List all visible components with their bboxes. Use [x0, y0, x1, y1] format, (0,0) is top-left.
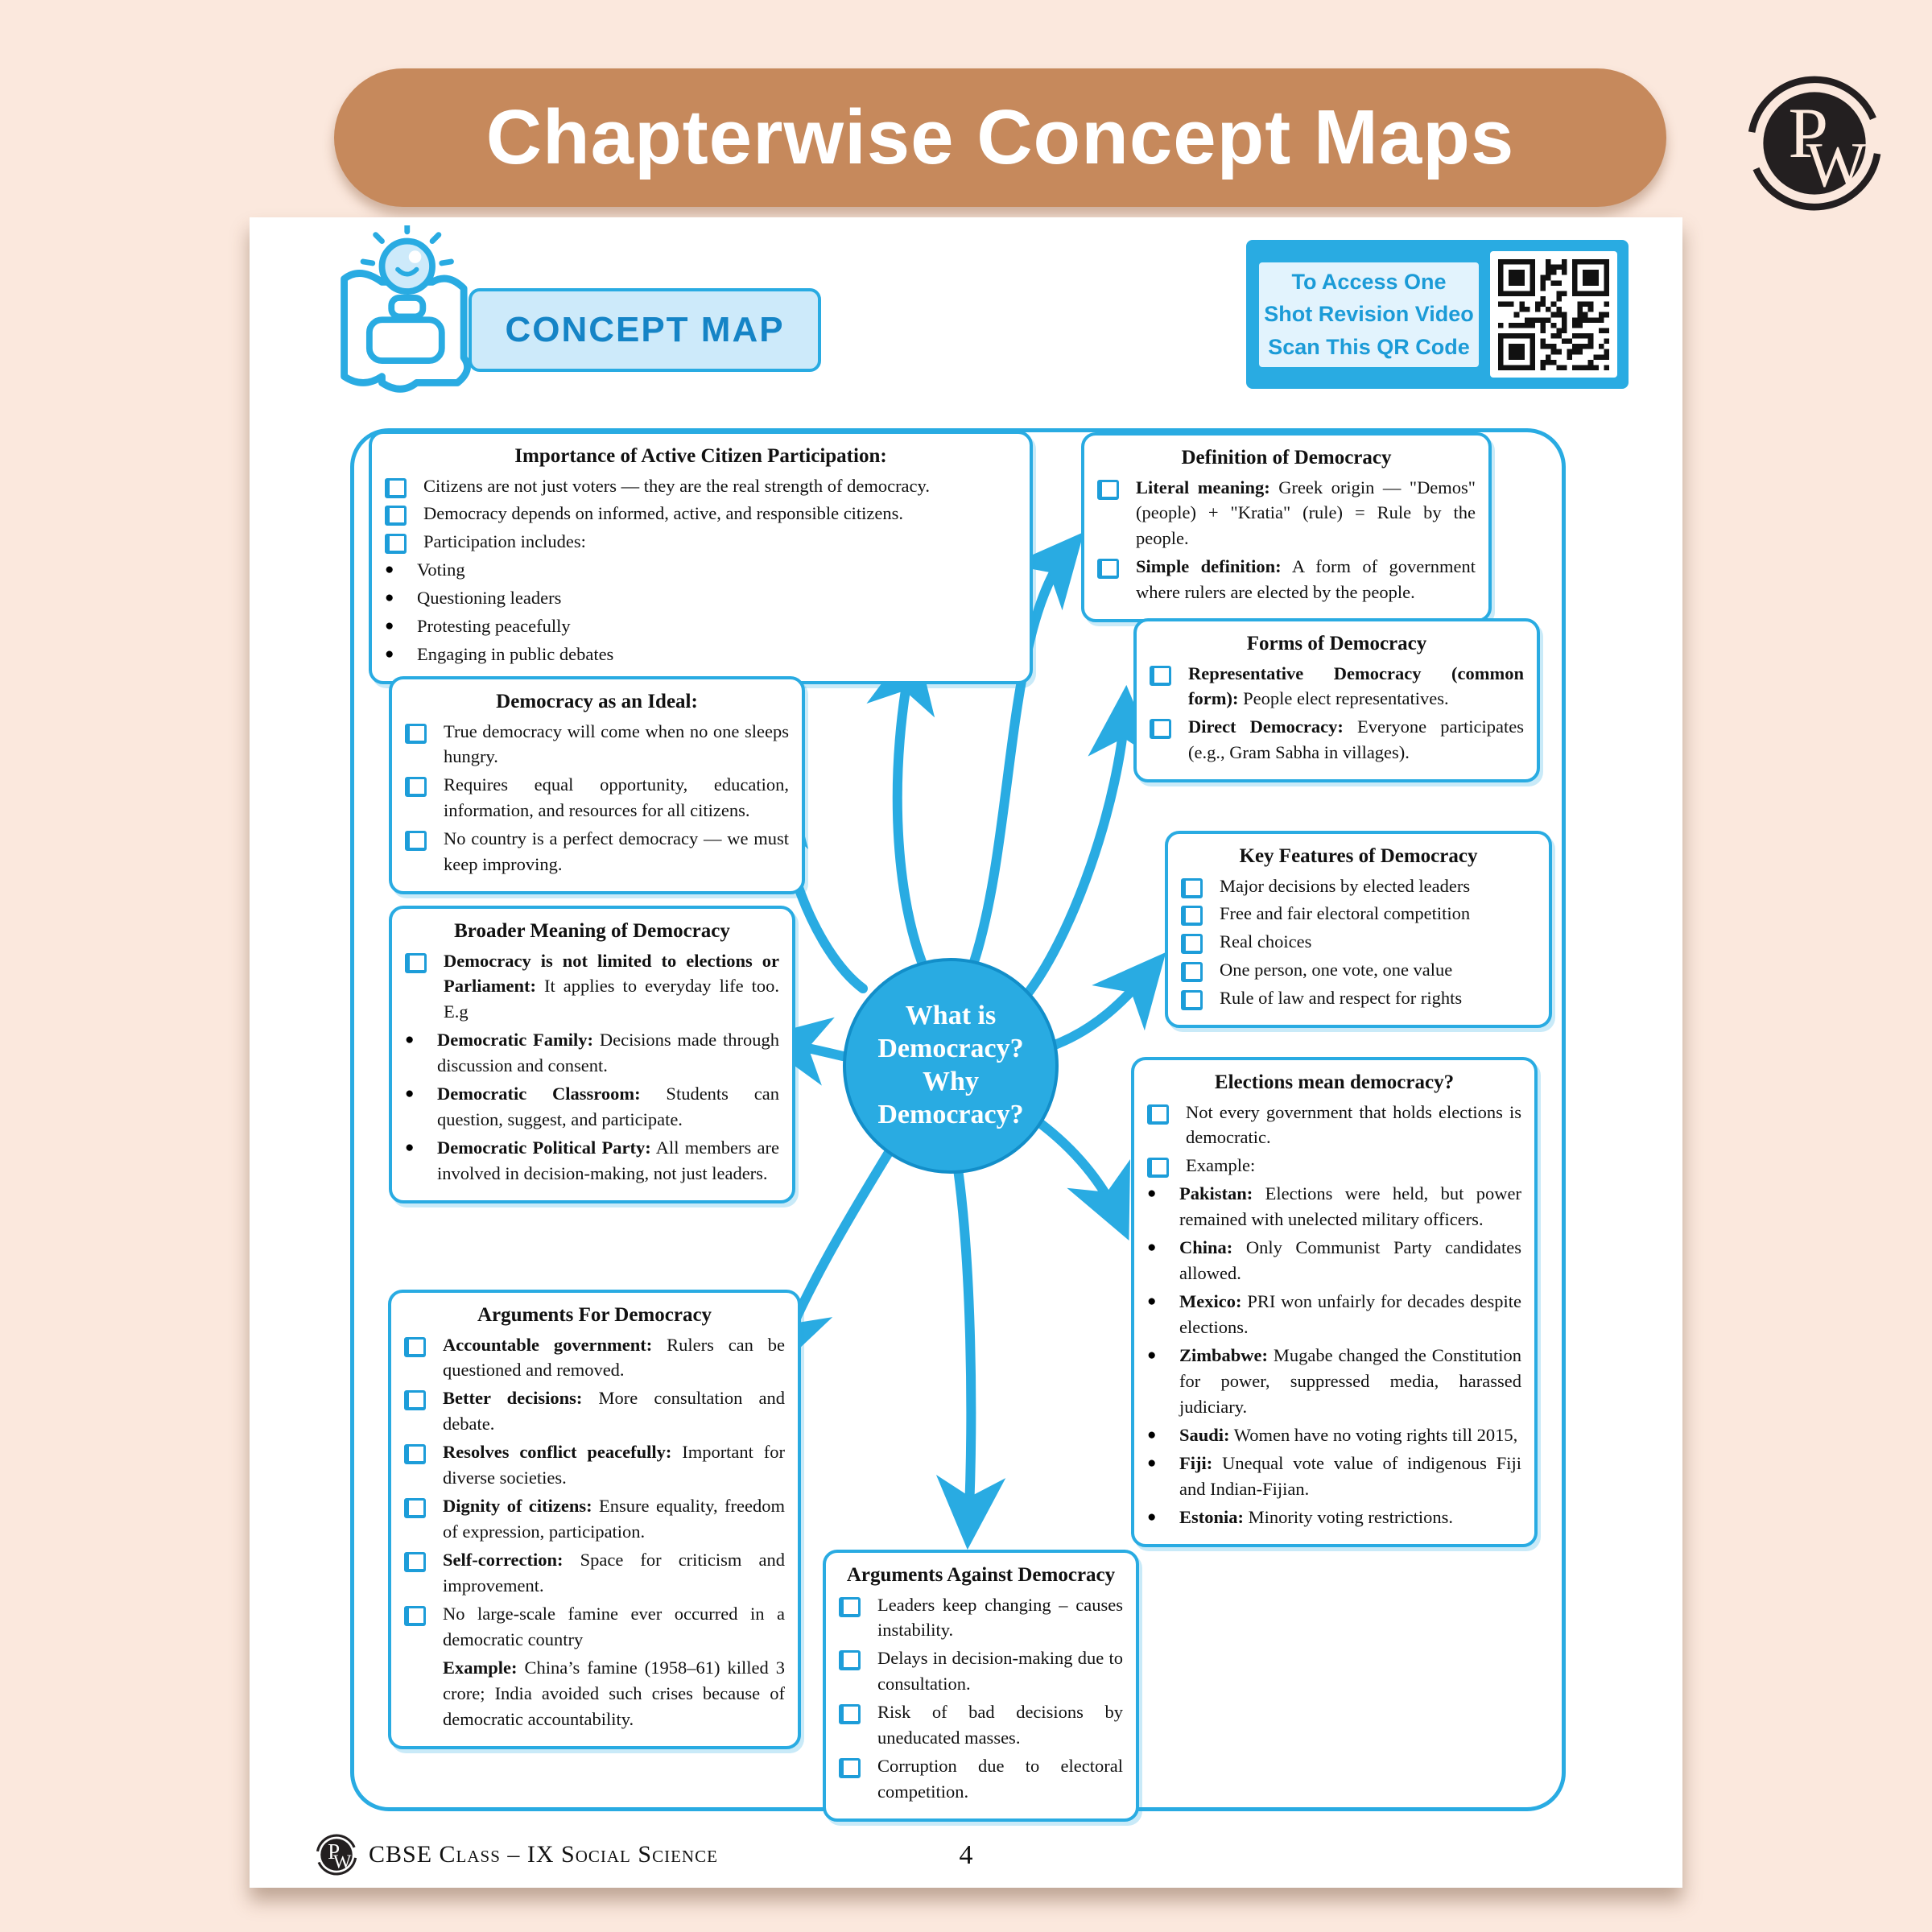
list-item — [1147, 1505, 1521, 1530]
checkbox-bullet — [405, 948, 444, 973]
checkbox-bullet — [1150, 661, 1188, 686]
dot-bullet: ● — [1147, 1346, 1157, 1364]
list-item — [839, 1645, 1123, 1697]
checkbox-bullet — [1150, 714, 1188, 739]
box-title: Definition of Democracy — [1181, 447, 1392, 469]
item-text: Democratic Classroom: Students can question, suggest, and participate. — [437, 1084, 779, 1130]
item-text: Major decisions by elected leaders — [1220, 875, 1471, 896]
checkbox-icon — [1181, 990, 1203, 1010]
item-text: Example: China’s famine (1958–61) killed 3 crore; India avoided such crises because of democratic accountability. — [443, 1657, 785, 1729]
checkbox-bullet — [404, 1332, 443, 1357]
item-text: Democratic Political Party: All members are involved in decision-making, not just leaders. — [437, 1137, 779, 1183]
item-text: Literal meaning: Greek origin — "Demos" (people) + "Kratia" (rule) = Rule by the people. — [1136, 477, 1476, 549]
list-item — [1147, 1343, 1521, 1420]
central-topic-line: What is — [905, 1001, 997, 1031]
list-item — [404, 1439, 785, 1491]
item-text: Example: — [1186, 1155, 1256, 1176]
concept-map-label: CONCEPT MAP — [505, 310, 785, 349]
box-title: Broader Meaning of Democracy — [454, 920, 730, 942]
item-text: Requires equal opportunity, education, information, and resources for all citizens. — [444, 774, 789, 821]
checkbox-bullet — [1181, 957, 1220, 982]
checkbox-icon — [405, 777, 427, 797]
box-item-list — [385, 473, 1017, 668]
dot-bullet: ● — [385, 617, 394, 635]
checkbox-icon — [1150, 719, 1171, 739]
item-text: Delays in decision-making due to consultation. — [877, 1648, 1123, 1695]
checkbox-bullet — [1147, 1153, 1186, 1178]
item-text: Not every government that holds elections is democratic. — [1186, 1101, 1521, 1148]
qr-caption-line: Scan This QR Code — [1268, 334, 1470, 359]
box-item-list — [405, 948, 779, 1187]
box-item-list — [839, 1592, 1123, 1806]
item-text: Representative Democracy (common form): People elect representatives. — [1188, 663, 1524, 709]
svg-text:W: W — [1806, 130, 1867, 201]
item-text: Protesting peacefully — [417, 616, 571, 637]
checkbox-bullet — [385, 473, 423, 498]
item-text: Engaging in public debates — [417, 644, 614, 665]
list-item — [385, 585, 1017, 611]
item-text: Self-correction: Space for criticism and improvement. — [443, 1550, 785, 1596]
checkbox-icon — [385, 534, 407, 554]
list-item — [405, 1027, 779, 1079]
checkbox-icon — [839, 1650, 861, 1670]
checkbox-icon — [385, 506, 407, 526]
list-item — [405, 1081, 779, 1133]
item-text: Corruption due to electoral competition. — [877, 1756, 1123, 1802]
checkbox-bullet — [405, 719, 444, 744]
box-arguments-for-democracy — [388, 1290, 801, 1749]
list-item — [1181, 985, 1536, 1011]
checkbox-bullet — [404, 1601, 443, 1626]
checkbox-icon — [1150, 666, 1171, 686]
dot-bullet: ● — [1147, 1185, 1157, 1203]
item-text: Leaders keep changing – causes instability. — [877, 1594, 1123, 1641]
box-item-list — [1097, 475, 1476, 606]
dot-bullet: ● — [385, 589, 394, 607]
list-item — [1150, 714, 1524, 766]
list-item — [1097, 475, 1476, 552]
list-item — [385, 529, 1017, 555]
central-topic-line: Democracy? — [877, 1099, 1024, 1129]
page-number: 4 — [959, 1840, 973, 1870]
checkbox-icon — [405, 953, 427, 973]
checkbox-bullet — [385, 501, 423, 526]
checkbox-icon — [839, 1758, 861, 1778]
list-item — [404, 1493, 785, 1545]
box-democracy-as-an-ideal — [389, 676, 805, 894]
box-title: Key Features of Democracy — [1239, 845, 1478, 867]
list-item — [405, 772, 789, 824]
checkbox-bullet — [404, 1385, 443, 1410]
list-item — [1181, 929, 1536, 955]
dot-bullet: ● — [385, 646, 394, 663]
checkbox-bullet — [404, 1547, 443, 1572]
item-text: Saudi: Women have no voting rights till 2015, — [1179, 1424, 1518, 1445]
checkbox-bullet — [1097, 475, 1136, 500]
qr-caption-line: Shot Revision Video — [1264, 302, 1474, 327]
checkbox-bullet — [1181, 873, 1220, 898]
concept-map-page — [250, 217, 1682, 1888]
checkbox-icon — [1097, 559, 1119, 579]
list-item — [1181, 873, 1536, 899]
svg-text:P: P — [328, 1839, 341, 1864]
item-text: Rule of law and respect for rights — [1220, 988, 1463, 1009]
list-item — [404, 1601, 785, 1653]
item-text: True democracy will come when no one sleeps hungry. — [444, 720, 789, 767]
box-title: Arguments Against Democracy — [846, 1564, 1116, 1586]
box-item-list — [404, 1332, 785, 1732]
checkbox-bullet — [839, 1645, 877, 1670]
footer-course-label: CBSE Class – IX Social Science — [369, 1841, 718, 1868]
list-item — [1150, 661, 1524, 712]
box-item-list — [1150, 661, 1524, 766]
title-banner — [334, 68, 1666, 207]
checkbox-bullet — [839, 1699, 877, 1724]
central-topic-line: Why — [923, 1067, 979, 1096]
list-item — [1181, 901, 1536, 927]
box-key-features-of-democracy — [1165, 831, 1552, 1028]
box-title: Elections mean democracy? — [1214, 1071, 1455, 1093]
item-text: Better decisions: More consultation and debate. — [443, 1388, 785, 1435]
checkbox-bullet — [385, 529, 423, 554]
list-item — [1147, 1100, 1521, 1151]
list-item — [1181, 957, 1536, 983]
checkbox-icon — [839, 1597, 861, 1617]
dot-bullet: ● — [1147, 1239, 1157, 1257]
item-text: Simple definition: A form of government where rulers are elected by the people. — [1136, 556, 1476, 603]
list-item — [1147, 1289, 1521, 1340]
box-definition-of-democracy — [1081, 432, 1492, 622]
item-text: No country is a perfect democracy — we must keep improving. — [444, 828, 789, 875]
item-text: Voting — [417, 559, 465, 580]
list-item — [405, 826, 789, 877]
item-text: Direct Democracy: Everyone participates (e.g., Gram Sabha in villages). — [1188, 716, 1524, 763]
dot-bullet: ● — [1147, 1508, 1157, 1525]
checkbox-bullet — [404, 1439, 443, 1464]
item-text: Democracy is not limited to elections or Parliament: It applies to everyday life too. E.g — [444, 950, 779, 1022]
list-item — [404, 1655, 785, 1732]
central-topic-node — [843, 958, 1059, 1174]
dot-bullet: ● — [385, 561, 394, 579]
item-text: Pakistan: Elections were held, but power remained with unelected military officers. — [1179, 1183, 1521, 1230]
checkbox-icon — [404, 1498, 426, 1518]
dot-bullet: ● — [405, 1031, 415, 1049]
item-text: Real choices — [1220, 931, 1312, 952]
checkbox-icon — [404, 1390, 426, 1410]
item-text: No large-scale famine ever occurred in a democratic country — [443, 1603, 785, 1649]
item-text: Democratic Family: Decisions made through discussion and consent. — [437, 1030, 779, 1076]
item-text: Dignity of citizens: Ensure equality, freedom of expression, participation. — [443, 1496, 785, 1542]
item-text: Zimbabwe: Mugabe changed the Constitution for power, suppressed media, harassed judiciary. — [1179, 1344, 1521, 1417]
dot-bullet: ● — [1147, 1293, 1157, 1311]
checkbox-icon — [404, 1337, 426, 1357]
checkbox-icon — [839, 1704, 861, 1724]
list-item — [385, 501, 1017, 526]
box-title: Arguments For Democracy — [477, 1304, 712, 1326]
checkbox-icon — [1097, 480, 1119, 500]
item-text: Estonia: Minority voting restrictions. — [1179, 1506, 1453, 1527]
item-text: Democracy depends on informed, active, and responsible citizens. — [423, 503, 904, 524]
pw-logo-icon — [1745, 74, 1884, 213]
checkbox-icon — [404, 1552, 426, 1572]
checkbox-bullet — [1181, 929, 1220, 954]
list-item — [385, 473, 1017, 499]
banner-title: Chapterwise Concept Maps — [485, 94, 1515, 180]
checkbox-bullet — [404, 1493, 443, 1518]
central-topic-line: Democracy? — [877, 1034, 1024, 1064]
list-item — [405, 1135, 779, 1187]
box-importance-of-active-citizen-participation — [369, 431, 1033, 684]
list-item — [404, 1385, 785, 1437]
svg-text:W: W — [332, 1852, 352, 1873]
item-text: Fiji: Unequal vote value of indigenous Fiji and Indian-Fijian. — [1179, 1452, 1521, 1499]
checkbox-icon — [1147, 1158, 1169, 1178]
checkbox-icon — [385, 478, 407, 498]
checkbox-icon — [1181, 878, 1203, 898]
checkbox-bullet — [1147, 1100, 1186, 1125]
checkbox-bullet — [1097, 554, 1136, 579]
box-elections-mean-democracy — [1131, 1057, 1538, 1547]
item-text: China: Only Communist Party candidates allowed. — [1179, 1237, 1521, 1284]
list-item — [1147, 1422, 1521, 1448]
checkbox-icon — [404, 1444, 426, 1464]
list-item — [1097, 554, 1476, 605]
box-item-list — [1181, 873, 1536, 1012]
checkbox-icon — [405, 724, 427, 744]
box-item-list — [1147, 1100, 1521, 1530]
list-item — [1147, 1451, 1521, 1502]
checkbox-bullet — [839, 1592, 877, 1617]
list-item — [839, 1592, 1123, 1644]
box-title: Importance of Active Citizen Participation: — [514, 445, 887, 467]
box-arguments-against-democracy — [823, 1550, 1139, 1822]
dot-bullet: ● — [1147, 1426, 1157, 1443]
qr-caption-line: To Access One — [1291, 269, 1447, 294]
svg-text:P: P — [1788, 93, 1829, 174]
list-item — [1147, 1181, 1521, 1232]
list-item — [404, 1332, 785, 1384]
list-item — [1147, 1153, 1521, 1179]
checkbox-bullet — [1181, 985, 1220, 1010]
item-text: Citizens are not just voters — they are the real strength of democracy. — [423, 475, 930, 496]
list-item — [839, 1753, 1123, 1805]
pw-logo — [1745, 74, 1884, 213]
item-text: Free and fair electoral competition — [1220, 903, 1471, 924]
item-text: Risk of bad decisions by uneducated masses. — [877, 1702, 1123, 1748]
box-broader-meaning-of-democracy — [389, 906, 795, 1203]
box-title: Democracy as an Ideal: — [496, 691, 698, 712]
checkbox-icon — [1181, 962, 1203, 982]
item-text: Mexico: PRI won unfairly for decades despite elections. — [1179, 1291, 1521, 1337]
checkbox-bullet — [839, 1753, 877, 1778]
list-item — [385, 557, 1017, 583]
dot-bullet: ● — [1147, 1454, 1157, 1472]
checkbox-bullet — [405, 772, 444, 797]
checkbox-icon — [1147, 1104, 1169, 1125]
item-text: Accountable government: Rulers can be questioned and removed. — [443, 1334, 785, 1381]
checkbox-bullet — [1181, 901, 1220, 926]
checkbox-icon — [1181, 906, 1203, 926]
checkbox-icon — [1181, 934, 1203, 954]
box-item-list — [405, 719, 789, 878]
box-forms-of-democracy — [1133, 618, 1540, 782]
checkbox-bullet — [405, 826, 444, 851]
item-text: Participation includes: — [423, 531, 586, 552]
list-item — [385, 613, 1017, 639]
item-text: Questioning leaders — [417, 588, 562, 609]
dot-bullet: ● — [405, 1139, 415, 1157]
item-text: Resolves conflict peacefully: Important for diverse societies. — [443, 1442, 785, 1488]
list-item — [405, 719, 789, 770]
list-item — [404, 1547, 785, 1599]
dot-bullet: ● — [405, 1085, 415, 1103]
list-item — [839, 1699, 1123, 1751]
box-title: Forms of Democracy — [1246, 633, 1427, 654]
list-item — [385, 642, 1017, 667]
checkbox-icon — [404, 1606, 426, 1626]
list-item — [405, 948, 779, 1026]
checkbox-icon — [405, 831, 427, 851]
item-text: One person, one vote, one value — [1220, 960, 1453, 980]
list-item — [1147, 1235, 1521, 1286]
